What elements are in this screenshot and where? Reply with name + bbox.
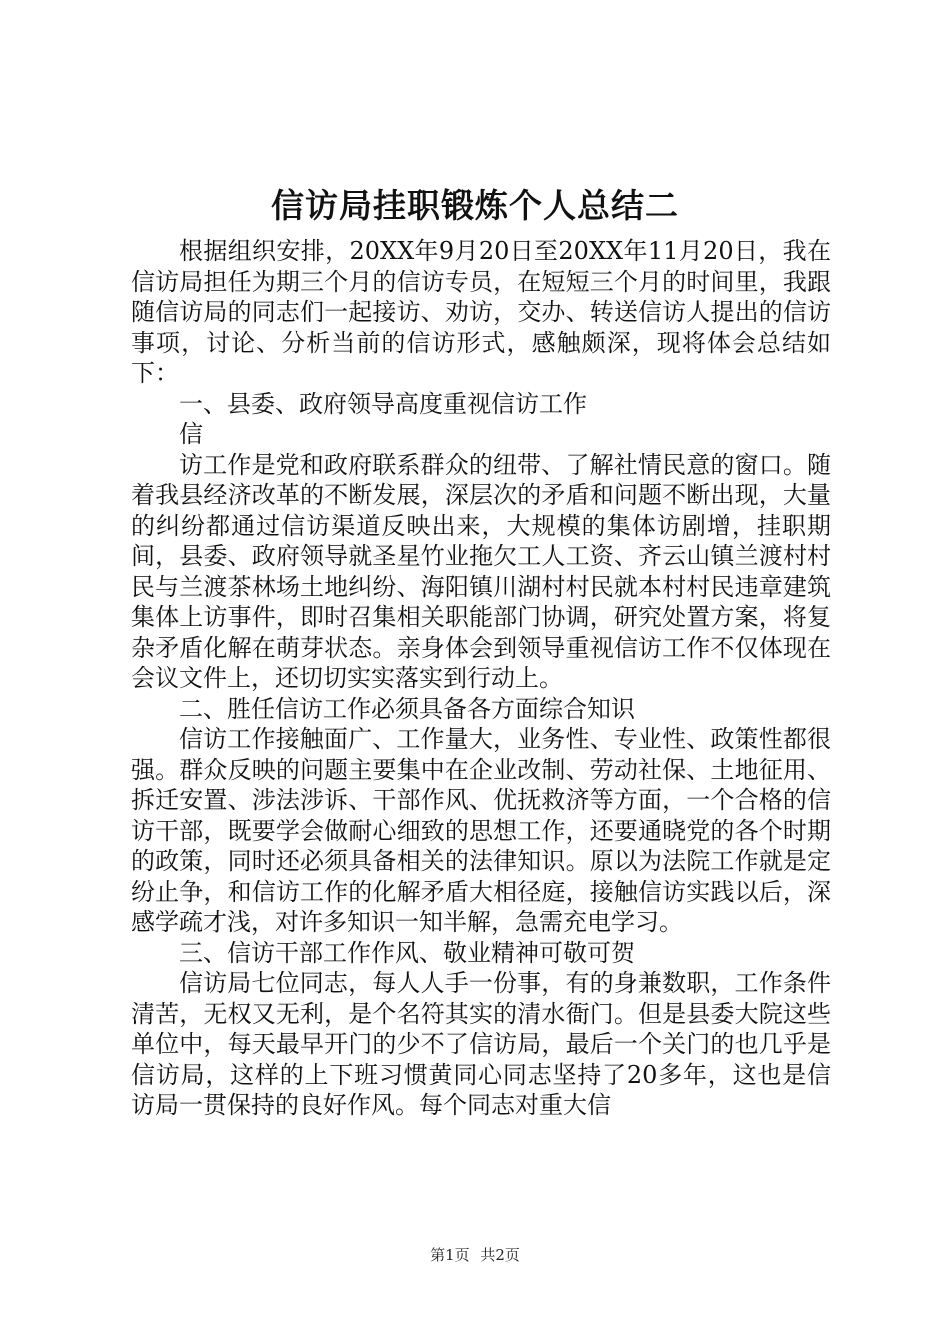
intro-paragraph: 根据组织安排，20XX年9月20日至20XX年11月20日，我在信访局担任为期三个月的信访专员，在短短三个月的时间里，我跟随信访局的同志们一起接访、劝访，交办、转送信访人提出的信访事项，讨论、分析当前的信访形式，感触颇深，现将体会总结如下： [131,237,831,387]
page-footer [0,1244,950,1265]
body-paragraph: 信访工作接触面广、工作量大，业务性、专业性、政策性都很强。群众反映的问题主要集中在企业改制、劳动社保、土地征用、拆迁安置、涉法涉诉、干部作风、优抚救济等方面，一个合格的信访干部，既要学会做耐心细致的思想工作，还要通晓党的各个时期的政策，同时还必须具备相关的法律知识。原以为法院工作就是定纷止争，和信访工作的化解矛盾大相径庭，接触信访实践以后，深感学疏才浅，对许多知识一知半解，急需充电学习。 [131,725,831,936]
document-body [131,236,831,1121]
body-paragraph: 信访局七位同志，每人人手一份事，有的身兼数职，工作条件清苦，无权又无利，是个名符其实的清水衙门。但是县委大院这些单位中，每天最早开门的少不了信访局，最后一个关门的也几乎是信访局，这样的上下班习惯黄同心同志坚持了20多年，这也是信访局一贯保持的良好作风。每个同志对重大信 [131,969,831,1119]
page-number: 第1页 [430,1246,470,1264]
body-paragraph: 信 [179,420,203,448]
page-total: 共2页 [480,1246,520,1264]
section-heading-2: 二、胜任信访工作必须具备各方面综合知识 [179,694,635,723]
section-heading-1: 一、县委、政府领导高度重视信访工作 [179,389,587,418]
body-paragraph: 访工作是党和政府联系群众的纽带、了解社情民意的窗口。随着我县经济改革的不断发展，深层次的矛盾和问题不断出现，大量的纠纷都通过信访渠道反映出来，大规模的集体访剧增，挂职期间，县委、政府领导就圣星竹业拖欠工人工资、齐云山镇兰渡村村民与兰渡茶林场土地纠纷、海阳镇川湖村村民就本村村民违章建筑集体上访事件，即时召集相关职能部门协调，研究处置方案，将复杂矛盾化解在萌芽状态。亲身体会到领导重视信访工作不仅体现在会议文件上，还切切实实落实到行动上。 [131,450,831,692]
section-heading-3: 三、信访干部工作作风、敬业精神可敬可贺 [179,938,635,967]
document-title: 信访局挂职锻炼个人总结二 [271,186,679,225]
